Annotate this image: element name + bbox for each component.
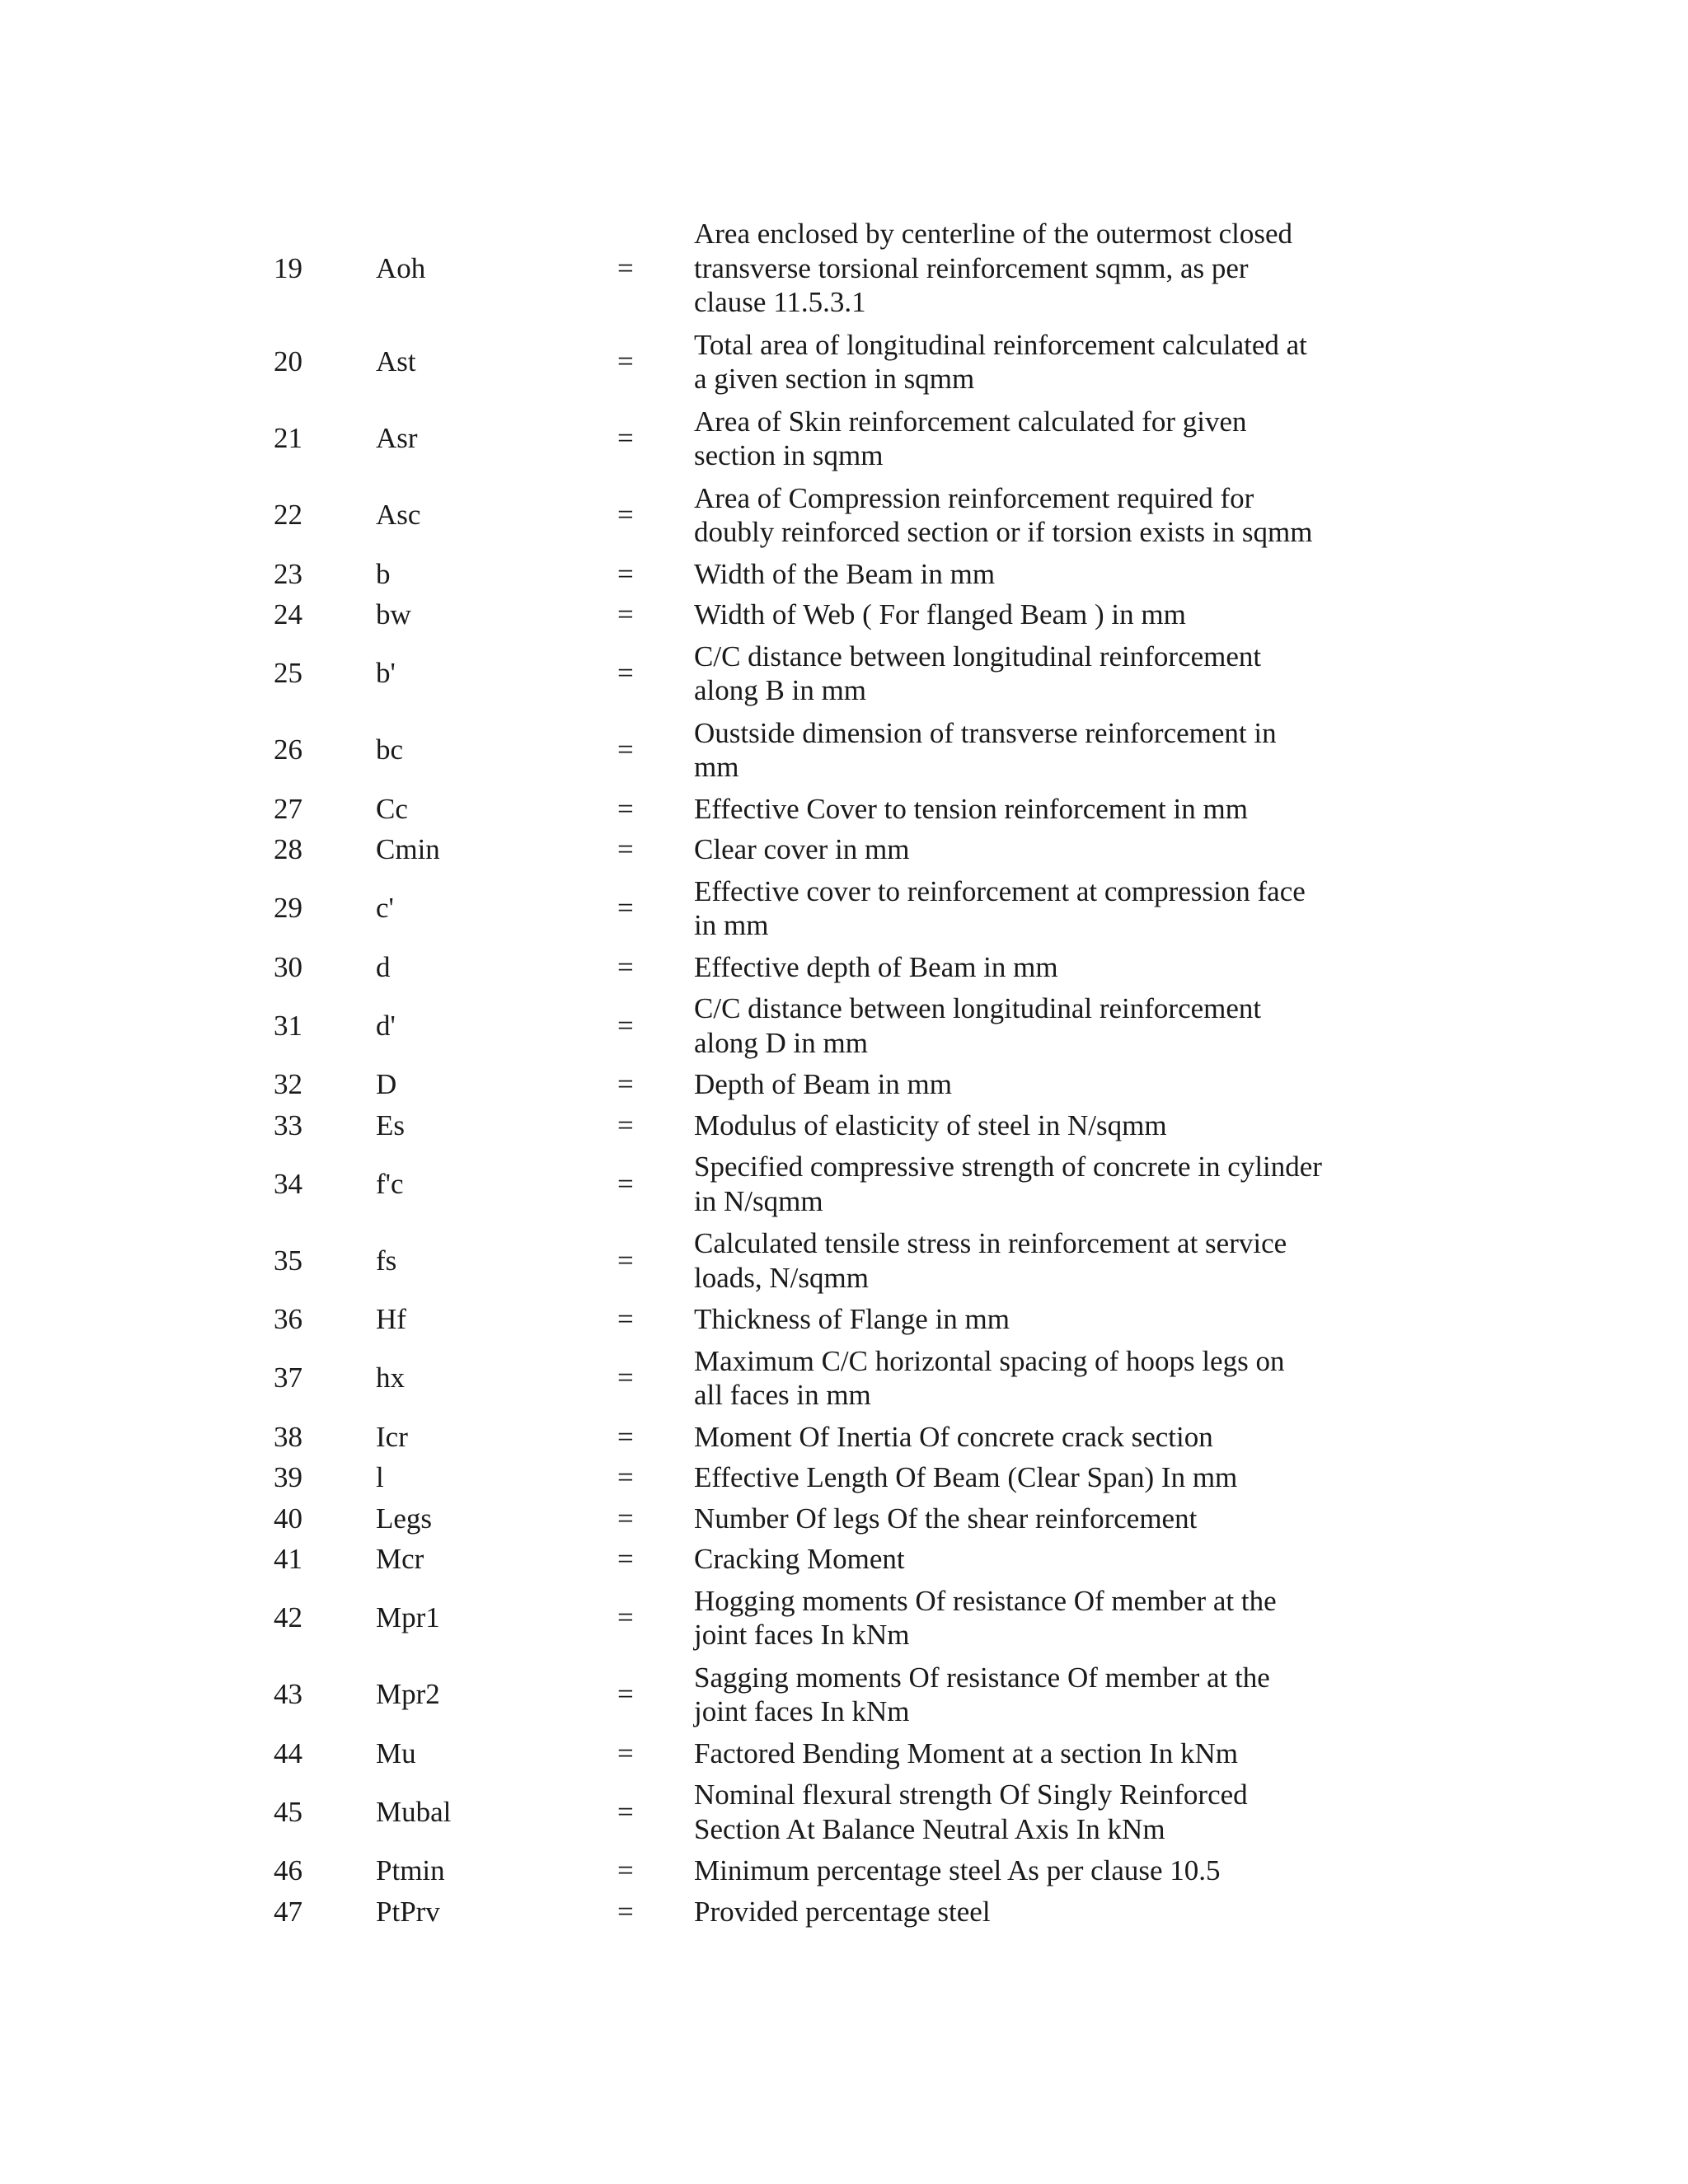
equals-sign: =: [617, 892, 634, 925]
notation-description: [694, 1420, 1362, 1455]
notation-row: [274, 1539, 1362, 1580]
notation-symbol: hx: [376, 1361, 405, 1394]
equals-sign: =: [617, 1167, 634, 1200]
description-line: Provided percentage steel: [694, 1895, 991, 1928]
description-line: Thickness of Flange in mm: [694, 1303, 1010, 1335]
equals-sign: =: [617, 422, 634, 455]
notation-symbol: Ptmin: [376, 1854, 445, 1886]
notation-symbol: Cc: [376, 792, 408, 825]
notation-number: 20: [274, 345, 302, 378]
notation-row: [274, 477, 1362, 554]
notation-row: [274, 1340, 1362, 1417]
description-line: Factored Bending Moment at a section In kNm: [694, 1736, 1238, 1769]
notation-number: 45: [274, 1795, 302, 1828]
description-line: C/C distance between longitudinal reinforcement: [694, 640, 1262, 673]
notation-symbol: Cmin: [376, 833, 440, 865]
notation-symbol: Aoh: [376, 251, 426, 284]
description-line: Number Of legs Of the shear reinforcement: [694, 1502, 1198, 1535]
description-line: clause 11.5.3.1: [694, 286, 866, 318]
notation-number: 19: [274, 251, 302, 284]
description-line: Minimum percentage steel As per clause 10.5: [694, 1854, 1221, 1886]
equals-sign: =: [617, 733, 634, 766]
notation-symbol: Asr: [376, 422, 418, 455]
notation-description: [694, 1067, 1362, 1102]
description-line: doubly reinforced section or if torsion exists in sqmm: [694, 516, 1313, 548]
notation-description: [694, 1895, 1362, 1929]
equals-sign: =: [617, 598, 634, 630]
notation-symbol: Mcr: [376, 1543, 424, 1575]
notation-symbol: fs: [376, 1244, 397, 1277]
description-line: a given section in sqmm: [694, 363, 975, 395]
description-line: Clear cover in mm: [694, 833, 910, 865]
equals-sign: =: [617, 792, 634, 825]
notation-description: [694, 874, 1362, 943]
notation-description: [694, 598, 1362, 632]
description-line: transverse torsional reinforcement sqmm, as per: [694, 251, 1249, 284]
notation-description: [694, 991, 1362, 1060]
notation-number: 33: [274, 1108, 302, 1141]
notation-number: 23: [274, 557, 302, 590]
notation-row: [274, 1774, 1362, 1850]
notation-description: [694, 1460, 1362, 1495]
notation-number: 34: [274, 1167, 302, 1200]
notation-symbol: bw: [376, 598, 411, 630]
notation-symbol: Mubal: [376, 1795, 452, 1828]
notation-row: [274, 1417, 1362, 1458]
description-line: Maximum C/C horizontal spacing of hoops legs on: [694, 1344, 1285, 1377]
notation-row: [274, 987, 1362, 1064]
notation-number: 24: [274, 598, 302, 630]
equals-sign: =: [617, 499, 634, 532]
description-line: joint faces In kNm: [694, 1695, 910, 1727]
description-line: Area of Skin reinforcement calculated for given: [694, 405, 1247, 438]
notation-number: 29: [274, 892, 302, 925]
description-line: Depth of Beam in mm: [694, 1068, 953, 1100]
notation-row: [274, 213, 1362, 324]
notation-row: [274, 1733, 1362, 1774]
description-line: along B in mm: [694, 674, 867, 706]
notation-symbol: Hf: [376, 1303, 406, 1335]
notation-row: [274, 1222, 1362, 1299]
notation-description: [694, 832, 1362, 867]
notation-number: 41: [274, 1543, 302, 1575]
description-line: joint faces In kNm: [694, 1619, 910, 1651]
description-line: section in sqmm: [694, 439, 884, 471]
equals-sign: =: [617, 1303, 634, 1335]
equals-sign: =: [617, 1678, 634, 1711]
notation-number: 46: [274, 1854, 302, 1886]
notation-number: 37: [274, 1361, 302, 1394]
description-line: Effective cover to reinforcement at compression face: [694, 874, 1306, 907]
notation-description: [694, 1344, 1362, 1413]
description-line: Modulus of elasticity of steel in N/sqmm: [694, 1108, 1167, 1141]
equals-sign: =: [617, 251, 634, 284]
description-line: Effective Length Of Beam (Clear Span) In mm: [694, 1461, 1238, 1493]
equals-sign: =: [617, 1244, 634, 1277]
notation-row: [274, 1850, 1362, 1891]
description-line: Calculated tensile stress in reinforcement at service: [694, 1227, 1287, 1259]
notation-description: [694, 557, 1362, 592]
notation-row: [274, 870, 1362, 947]
notation-symbol: f'c: [376, 1167, 404, 1200]
notation-number: 47: [274, 1895, 302, 1928]
description-line: Effective Cover to tension reinforcement in mm: [694, 792, 1248, 825]
notation-row: [274, 554, 1362, 595]
description-line: Oustside dimension of transverse reinforcement in: [694, 716, 1277, 749]
notation-row: [274, 1891, 1362, 1933]
description-line: Total area of longitudinal reinforcement calculated at: [694, 328, 1307, 361]
notation-description: [694, 1736, 1362, 1771]
notation-row: [274, 1146, 1362, 1222]
notation-symbol: D: [376, 1068, 397, 1100]
notation-row: [274, 1105, 1362, 1146]
notation-symbol: Legs: [376, 1502, 433, 1535]
notation-symbol: Es: [376, 1108, 405, 1141]
description-line: along D in mm: [694, 1026, 868, 1059]
notation-row: [274, 1657, 1362, 1733]
notation-number: 42: [274, 1601, 302, 1634]
notation-symbol: Mpr1: [376, 1601, 440, 1634]
description-line: Effective depth of Beam in mm: [694, 950, 1058, 983]
description-line: mm: [694, 751, 739, 783]
notation-number: 39: [274, 1461, 302, 1493]
notation-number: 36: [274, 1303, 302, 1335]
notation-description: [694, 716, 1362, 785]
notation-symbol: Asc: [376, 499, 421, 532]
equals-sign: =: [617, 1736, 634, 1769]
notation-row: [274, 1064, 1362, 1105]
equals-sign: =: [617, 1068, 634, 1100]
notation-symbol: Mu: [376, 1736, 416, 1769]
notation-symbol: Mpr2: [376, 1678, 440, 1711]
notation-number: 32: [274, 1068, 302, 1100]
equals-sign: =: [617, 1502, 634, 1535]
notation-row: [274, 1498, 1362, 1540]
notation-symbol: d': [376, 1009, 396, 1042]
notation-description: [694, 405, 1362, 473]
description-line: Sagging moments Of resistance Of member at the: [694, 1661, 1270, 1694]
equals-sign: =: [617, 1108, 634, 1141]
notation-symbol: PtPrv: [376, 1895, 440, 1928]
equals-sign: =: [617, 1795, 634, 1828]
notation-description: [694, 640, 1362, 708]
equals-sign: =: [617, 1420, 634, 1453]
notation-symbol: Icr: [376, 1420, 408, 1453]
notation-row: [274, 1457, 1362, 1498]
notation-row: [274, 401, 1362, 477]
equals-sign: =: [617, 833, 634, 865]
notation-description: [694, 1854, 1362, 1888]
notation-number: 27: [274, 792, 302, 825]
notation-symbol: l: [376, 1461, 384, 1493]
notation-symbol: b': [376, 657, 396, 690]
equals-sign: =: [617, 1543, 634, 1575]
notation-description: [694, 792, 1362, 827]
notation-description: [694, 950, 1362, 985]
equals-sign: =: [617, 950, 634, 983]
notation-description: [694, 1502, 1362, 1536]
description-line: Width of Web ( For flanged Beam ) in mm: [694, 598, 1186, 630]
equals-sign: =: [617, 557, 634, 590]
notation-description: [694, 1108, 1362, 1143]
notation-description: [694, 1661, 1362, 1729]
description-line: Specified compressive strength of concrete in cylinder: [694, 1151, 1322, 1183]
notation-table: [274, 213, 1362, 1932]
description-line: Cracking Moment: [694, 1543, 905, 1575]
notation-symbol: d: [376, 950, 391, 983]
notation-description: [694, 481, 1362, 550]
notation-number: 43: [274, 1678, 302, 1711]
notation-symbol: c': [376, 892, 394, 925]
equals-sign: =: [617, 345, 634, 378]
notation-number: 28: [274, 833, 302, 865]
notation-row: [274, 1580, 1362, 1657]
description-line: Nominal flexural strength Of Singly Reinforced: [694, 1779, 1248, 1811]
notation-number: 44: [274, 1736, 302, 1769]
description-line: all faces in mm: [694, 1379, 871, 1411]
notation-row: [274, 947, 1362, 988]
description-line: Area of Compression reinforcement required for: [694, 481, 1254, 514]
notation-description: [694, 1778, 1362, 1846]
notation-number: 25: [274, 657, 302, 690]
notation-symbol: b: [376, 557, 391, 590]
equals-sign: =: [617, 1601, 634, 1634]
equals-sign: =: [617, 1854, 634, 1886]
notation-description: [694, 1584, 1362, 1652]
description-line: Section At Balance Neutral Axis In kNm: [694, 1812, 1165, 1845]
equals-sign: =: [617, 1895, 634, 1928]
description-line: C/C distance between longitudinal reinforcement: [694, 992, 1262, 1024]
description-line: in mm: [694, 909, 769, 941]
notation-number: 31: [274, 1009, 302, 1042]
notation-number: 26: [274, 733, 302, 766]
notation-row: [274, 635, 1362, 712]
equals-sign: =: [617, 1461, 634, 1493]
notation-number: 21: [274, 422, 302, 455]
equals-sign: =: [617, 1361, 634, 1394]
equals-sign: =: [617, 657, 634, 690]
description-line: Width of the Beam in mm: [694, 557, 996, 590]
notation-row: [274, 1299, 1362, 1340]
notation-number: 22: [274, 499, 302, 532]
notation-description: [694, 1150, 1362, 1218]
notation-number: 38: [274, 1420, 302, 1453]
description-line: Area enclosed by centerline of the outermost closed: [694, 218, 1292, 250]
notation-description: [694, 1302, 1362, 1337]
notation-symbol: Ast: [376, 345, 416, 378]
notation-description: [694, 217, 1362, 320]
equals-sign: =: [617, 1009, 634, 1042]
notation-row: [274, 712, 1362, 789]
notation-row: [274, 594, 1362, 635]
description-line: Moment Of Inertia Of concrete crack section: [694, 1420, 1213, 1453]
notation-description: [694, 1542, 1362, 1577]
notation-description: [694, 1226, 1362, 1295]
description-line: loads, N/sqmm: [694, 1261, 869, 1294]
notation-symbol: bc: [376, 733, 404, 766]
notation-description: [694, 328, 1362, 396]
notation-row: [274, 789, 1362, 830]
description-line: Hogging moments Of resistance Of member at the: [694, 1584, 1277, 1617]
description-line: in N/sqmm: [694, 1184, 823, 1217]
notation-row: [274, 324, 1362, 401]
notation-number: 30: [274, 950, 302, 983]
notation-number: 35: [274, 1244, 302, 1277]
notation-row: [274, 829, 1362, 870]
notation-number: 40: [274, 1502, 302, 1535]
